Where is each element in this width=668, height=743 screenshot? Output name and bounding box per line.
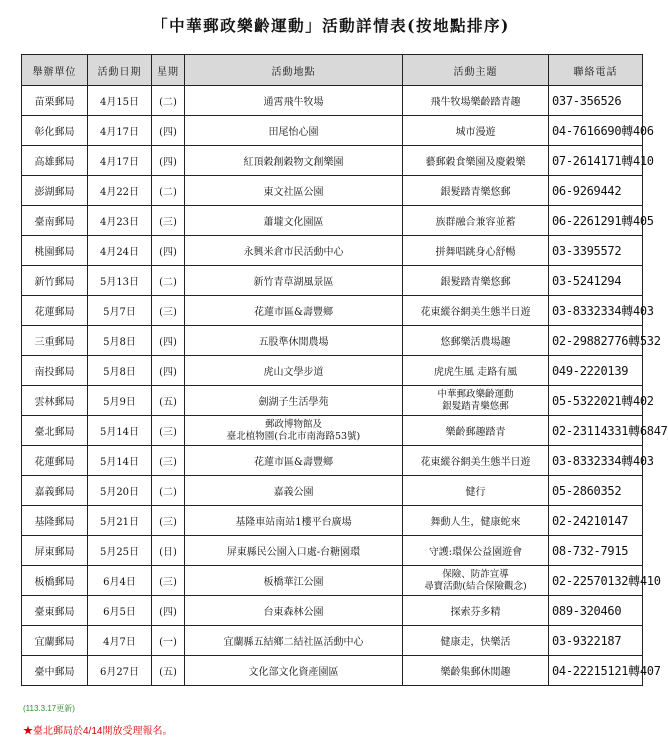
header-phone: 聯絡電話 — [549, 55, 643, 86]
cell-theme: 藝郵穀食樂園及慶穀樂 — [403, 146, 549, 176]
cell-location: 板橋華江公園 — [185, 566, 403, 596]
cell-theme: 拼舞唱跳身心舒暢 — [403, 236, 549, 266]
cell-theme: 樂齡郵趣踏青 — [403, 416, 549, 446]
cell-date: 4月17日 — [88, 146, 152, 176]
table-row — [22, 356, 643, 386]
table-row — [22, 506, 643, 536]
cell-phone: 06-9269442 — [549, 176, 643, 206]
cell-phone: 03-8332334轉403 — [549, 296, 643, 326]
cell-weekday: (四) — [152, 356, 185, 386]
header-unit: 舉辦單位 — [22, 55, 88, 86]
cell-unit: 苗栗郵局 — [22, 86, 88, 116]
cell-weekday: (二) — [152, 266, 185, 296]
cell-weekday: (日) — [152, 536, 185, 566]
cell-date: 6月5日 — [88, 596, 152, 626]
cell-date: 5月13日 — [88, 266, 152, 296]
cell-location: 劍湖子生活學苑 — [185, 386, 403, 416]
cell-date: 4月7日 — [88, 626, 152, 656]
table-row — [22, 566, 643, 596]
table-row — [22, 146, 643, 176]
cell-weekday: (四) — [152, 236, 185, 266]
table-row — [22, 206, 643, 236]
cell-phone: 03-9322187 — [549, 626, 643, 656]
cell-weekday: (四) — [152, 326, 185, 356]
cell-phone: 05-2860352 — [549, 476, 643, 506]
cell-phone: 02-22570132轉410 — [549, 566, 643, 596]
cell-phone: 07-2614171轉410 — [549, 146, 643, 176]
cell-location: 屏東縣民公園入口處-台糖園環 — [185, 536, 403, 566]
table-row — [22, 656, 643, 686]
cell-date: 5月25日 — [88, 536, 152, 566]
cell-location: 紅頂穀創穀物文創樂園 — [185, 146, 403, 176]
cell-date: 6月27日 — [88, 656, 152, 686]
cell-unit: 桃園郵局 — [22, 236, 88, 266]
cell-location: 通霄飛牛牧場 — [185, 86, 403, 116]
cell-phone: 03-5241294 — [549, 266, 643, 296]
cell-date: 6月4日 — [88, 566, 152, 596]
cell-location: 東文社區公園 — [185, 176, 403, 206]
cell-theme: 舞動人生，健康蛇來 — [403, 506, 549, 536]
cell-date: 4月22日 — [88, 176, 152, 206]
cell-location: 花蓮市區&壽豐鄉 — [185, 446, 403, 476]
cell-date: 5月9日 — [88, 386, 152, 416]
activity-table — [21, 54, 668, 686]
cell-date: 4月17日 — [88, 116, 152, 146]
table-row — [22, 386, 643, 416]
cell-unit: 臺中郵局 — [22, 656, 88, 686]
table-row — [22, 476, 643, 506]
cell-phone: 08-732-7915 — [549, 536, 643, 566]
cell-theme: 族群融合兼容並蓄 — [403, 206, 549, 236]
header-date: 活動日期 — [88, 55, 152, 86]
cell-theme: 樂齡集郵休閒趣 — [403, 656, 549, 686]
cell-phone: 02-24210147 — [549, 506, 643, 536]
header-theme: 活動主題 — [403, 55, 549, 86]
cell-theme: 銀髮踏青樂悠郵 — [403, 176, 549, 206]
cell-theme: 守護:環保公益園遊會 — [403, 536, 549, 566]
cell-unit: 臺東郵局 — [22, 596, 88, 626]
table-row — [22, 536, 643, 566]
cell-location: 文化部文化資產園區 — [185, 656, 403, 686]
cell-date: 5月14日 — [88, 446, 152, 476]
table-row — [22, 596, 643, 626]
cell-weekday: (五) — [152, 656, 185, 686]
cell-theme: 健行 — [403, 476, 549, 506]
cell-date: 4月15日 — [88, 86, 152, 116]
cell-theme: 悠郵樂活農場趣 — [403, 326, 549, 356]
cell-theme: 花東縱谷網美生態半日遊 — [403, 296, 549, 326]
table-row — [22, 416, 643, 446]
cell-date: 5月8日 — [88, 326, 152, 356]
cell-weekday: (三) — [152, 206, 185, 236]
cell-weekday: (四) — [152, 116, 185, 146]
cell-weekday: (三) — [152, 566, 185, 596]
cell-location: 新竹青草湖風景區 — [185, 266, 403, 296]
page-title: 「中華郵政樂齡運動」活動詳情表(按地點排序) — [152, 16, 510, 35]
cell-theme: 飛牛牧場樂齡踏青趣 — [403, 86, 549, 116]
cell-phone: 037-356526 — [549, 86, 643, 116]
cell-location: 五股準休閒農場 — [185, 326, 403, 356]
cell-unit: 板橋郵局 — [22, 566, 88, 596]
cell-weekday: (二) — [152, 86, 185, 116]
cell-weekday: (四) — [152, 146, 185, 176]
cell-unit: 南投郵局 — [22, 356, 88, 386]
cell-phone: 06-2261291轉405 — [549, 206, 643, 236]
cell-unit: 基隆郵局 — [22, 506, 88, 536]
cell-unit: 臺北郵局 — [22, 416, 88, 446]
cell-theme: 虎虎生風 走路有風 — [403, 356, 549, 386]
cell-location: 田尾怡心園 — [185, 116, 403, 146]
cell-date: 5月8日 — [88, 356, 152, 386]
cell-theme: 保險、防詐宣導 尋寶活動(結合保險觀念) — [403, 566, 549, 596]
cell-weekday: (三) — [152, 446, 185, 476]
cell-location: 蕭壠文化園區 — [185, 206, 403, 236]
cell-phone: 089-320460 — [549, 596, 643, 626]
cell-weekday: (三) — [152, 506, 185, 536]
cell-unit: 宜蘭郵局 — [22, 626, 88, 656]
cell-unit: 臺南郵局 — [22, 206, 88, 236]
cell-weekday: (一) — [152, 626, 185, 656]
cell-unit: 彰化郵局 — [22, 116, 88, 146]
cell-unit: 雲林郵局 — [22, 386, 88, 416]
cell-phone: 02-29882776轉532 — [549, 326, 643, 356]
cell-unit: 三重郵局 — [22, 326, 88, 356]
cell-unit: 花蓮郵局 — [22, 446, 88, 476]
table-header-row — [22, 55, 643, 86]
cell-unit: 新竹郵局 — [22, 266, 88, 296]
cell-weekday: (二) — [152, 476, 185, 506]
cell-unit: 屏東郵局 — [22, 536, 88, 566]
cell-theme: 探索芬多精 — [403, 596, 549, 626]
table-row — [22, 266, 643, 296]
cell-weekday: (三) — [152, 296, 185, 326]
table-row — [22, 446, 643, 476]
cell-unit: 花蓮郵局 — [22, 296, 88, 326]
header-weekday: 星期 — [152, 55, 185, 86]
table-row — [22, 236, 643, 266]
cell-location: 台東森林公園 — [185, 596, 403, 626]
cell-theme: 城市漫遊 — [403, 116, 549, 146]
header-location: 活動地點 — [185, 55, 403, 86]
cell-phone: 03-3395572 — [549, 236, 643, 266]
cell-unit: 澎湖郵局 — [22, 176, 88, 206]
cell-phone: 049-2220139 — [549, 356, 643, 386]
cell-unit: 高雄郵局 — [22, 146, 88, 176]
cell-location: 花蓮市區&壽豐鄉 — [185, 296, 403, 326]
cell-date: 4月23日 — [88, 206, 152, 236]
cell-phone: 02-23114331轉6847 — [549, 416, 643, 446]
cell-phone: 04-22215121轉407 — [549, 656, 643, 686]
registration-note: ★臺北郵局於4/14開放受理報名。 — [23, 726, 173, 737]
cell-theme: 銀髮踏青樂悠郵 — [403, 266, 549, 296]
cell-weekday: (三) — [152, 416, 185, 446]
cell-weekday: (五) — [152, 386, 185, 416]
cell-theme: 健康走，快樂活 — [403, 626, 549, 656]
table-row — [22, 86, 643, 116]
cell-date: 5月21日 — [88, 506, 152, 536]
table-row — [22, 116, 643, 146]
cell-phone: 04-7616690轉406 — [549, 116, 643, 146]
cell-location: 宜蘭縣五結鄉二結社區活動中心 — [185, 626, 403, 656]
cell-weekday: (四) — [152, 596, 185, 626]
table-row — [22, 326, 643, 356]
cell-date: 5月14日 — [88, 416, 152, 446]
cell-location: 永興米倉市民活動中心 — [185, 236, 403, 266]
cell-phone: 03-8332334轉403 — [549, 446, 643, 476]
table-row — [22, 176, 643, 206]
cell-location: 基隆車站南站1樓平台廣場 — [185, 506, 403, 536]
table-row — [22, 296, 643, 326]
cell-weekday: (二) — [152, 176, 185, 206]
cell-location: 郵政博物館及 臺北植物園(台北市南海路53號) — [185, 416, 403, 446]
cell-theme: 中華郵政樂齡運動 銀髮踏青樂悠郵 — [403, 386, 549, 416]
cell-unit: 嘉義郵局 — [22, 476, 88, 506]
cell-phone: 05-5322021轉402 — [549, 386, 643, 416]
cell-date: 5月20日 — [88, 476, 152, 506]
cell-location: 虎山文學步道 — [185, 356, 403, 386]
cell-location: 嘉義公園 — [185, 476, 403, 506]
cell-theme: 花東縱谷網美生態半日遊 — [403, 446, 549, 476]
updated-note: (113.3.17更新) — [23, 704, 75, 713]
cell-date: 4月24日 — [88, 236, 152, 266]
cell-date: 5月7日 — [88, 296, 152, 326]
table-row — [22, 626, 643, 656]
